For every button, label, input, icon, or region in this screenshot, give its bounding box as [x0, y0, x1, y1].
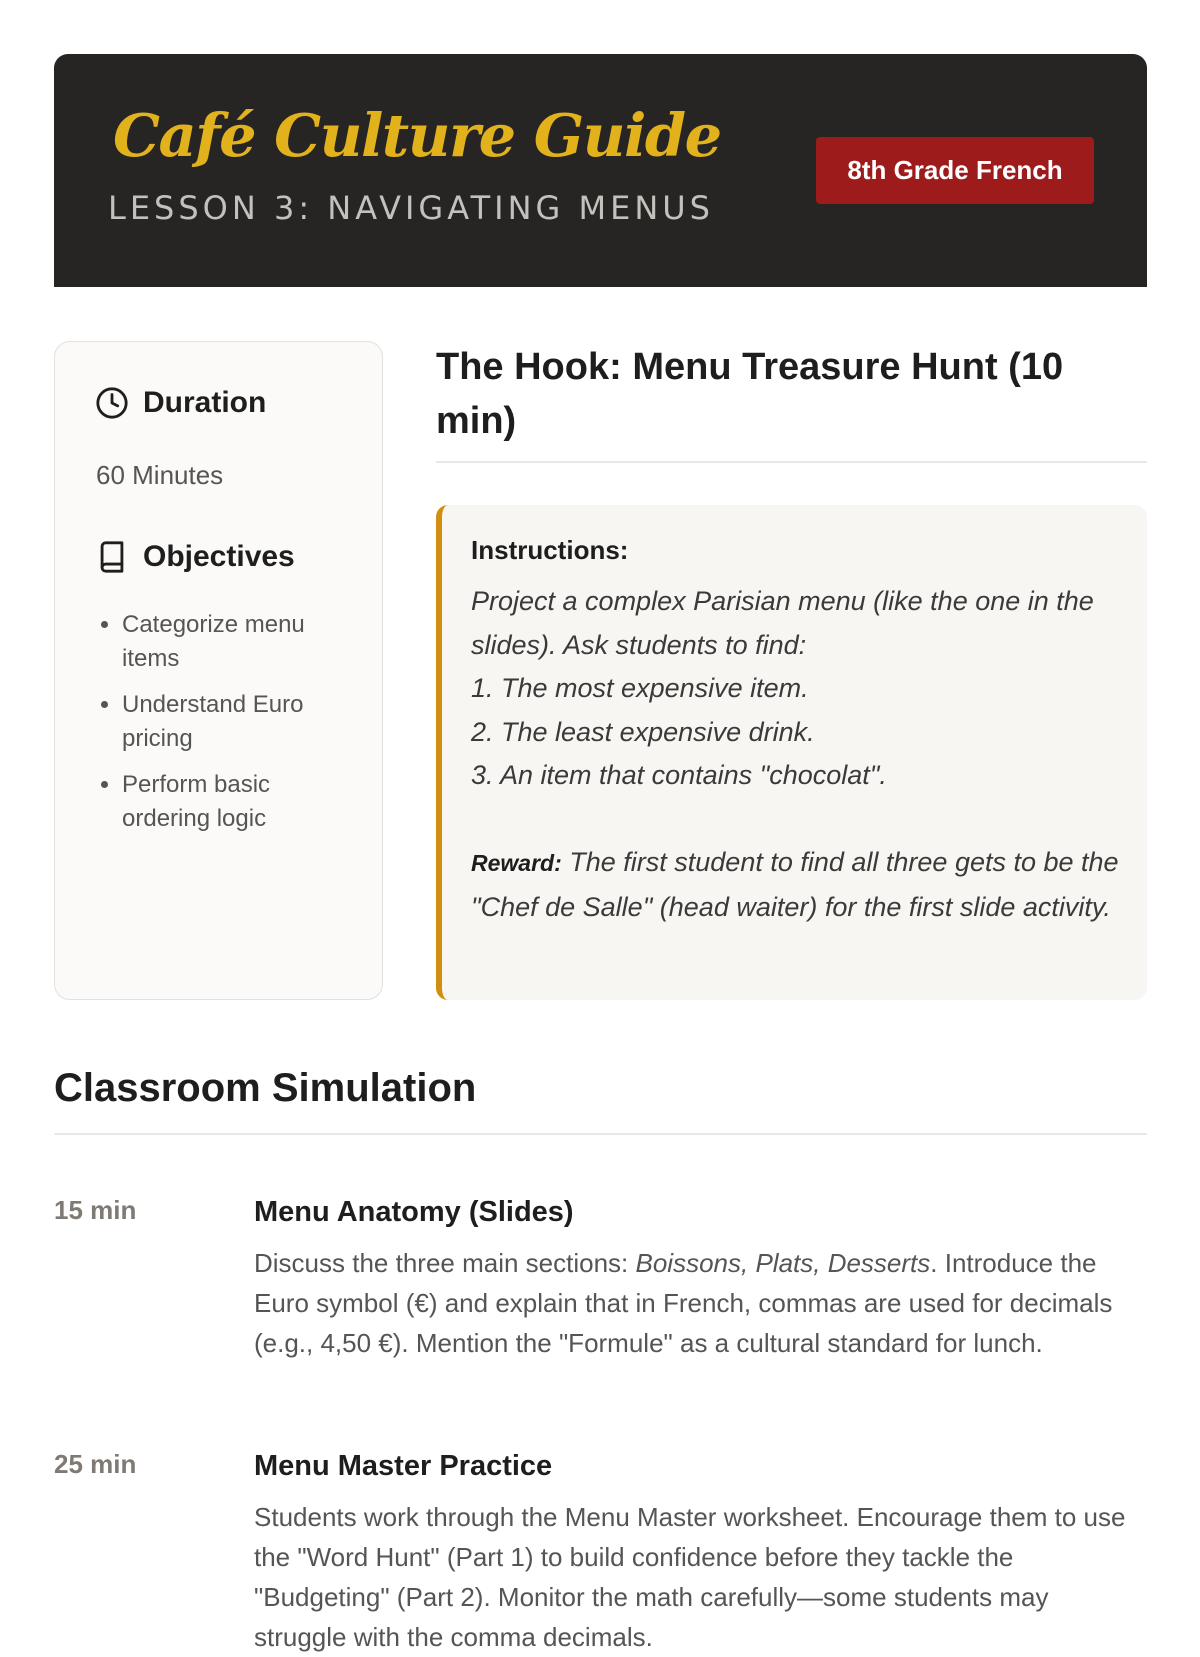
lesson-header: [54, 54, 1147, 287]
reward-paragraph: [471, 841, 1119, 929]
desc-text: . Introduce the Euro symbol (€) and explain that in French, commas are used for decimals (e.g., 4,50 €). Mention the "Formule" as a cultural standard for lunch.: [254, 1248, 1113, 1358]
desc-text: Discuss the three main sections:: [254, 1248, 636, 1278]
hook-title: The Hook: Menu Treasure Hunt (10 min): [436, 346, 1064, 442]
simulation-title: Classroom Simulation: [54, 1066, 477, 1110]
instructions-label: Instructions:: [471, 535, 629, 565]
item-name: Menu Master Practice: [254, 1450, 553, 1482]
item-time: 15 min: [54, 1195, 137, 1225]
instruction-line: Project a complex Parisian menu (like the one in the slides). Ask students to find:: [471, 586, 1094, 660]
objectives-heading: [95, 540, 295, 574]
objective-item: • Categorize menu items: [122, 608, 345, 676]
item-time: 25 min: [54, 1449, 137, 1479]
page-title: Café Culture Guide: [113, 101, 721, 170]
objectives-list: [95, 608, 345, 848]
instruction-line: 1. The most expensive item.: [471, 673, 809, 703]
duration-heading: [95, 386, 266, 420]
grade-badge: 8th Grade French: [816, 137, 1094, 204]
reward-label: Reward:: [471, 850, 562, 876]
instruction-line: 2. The least expensive drink.: [471, 716, 815, 747]
book-icon: [95, 540, 129, 574]
section-divider: [54, 1133, 1147, 1135]
desc-italic: Boissons, Plats, Desserts: [635, 1248, 931, 1278]
item-description: [254, 1243, 1147, 1363]
lesson-subtitle: LESSON 3: NAVIGATING MENUS: [108, 189, 714, 227]
instructions-box: [436, 505, 1147, 1000]
reward-text: The first student to find all three gets to be the "Chef de Salle" (head waiter) for the first slide activity.: [471, 847, 1119, 922]
instruction-line: 3. An item that contains "chocolat".: [471, 760, 887, 790]
duration-value: 60 Minutes: [96, 460, 224, 490]
objective-item: • Understand Euro pricing: [122, 688, 345, 756]
item-description: Students work through the Menu Master worksheet. Encourage them to use the "Word Hunt" (Part 1) to build confidence before they tackle the "Budgeting" (Part 2). Monitor the math carefully—some students may struggle with the comma decimals.: [254, 1502, 1126, 1652]
lesson-info-sidebar: [54, 341, 383, 1000]
clock-icon: [95, 386, 129, 420]
item-name: Menu Anatomy (Slides): [254, 1196, 574, 1228]
spacer: [471, 798, 1119, 842]
objective-item: • Perform basic ordering logic: [122, 768, 345, 836]
section-divider: [436, 461, 1147, 463]
instructions-body: [471, 580, 1119, 929]
duration-heading-label: Duration: [143, 386, 267, 419]
objectives-heading-label: Objectives: [143, 540, 295, 573]
